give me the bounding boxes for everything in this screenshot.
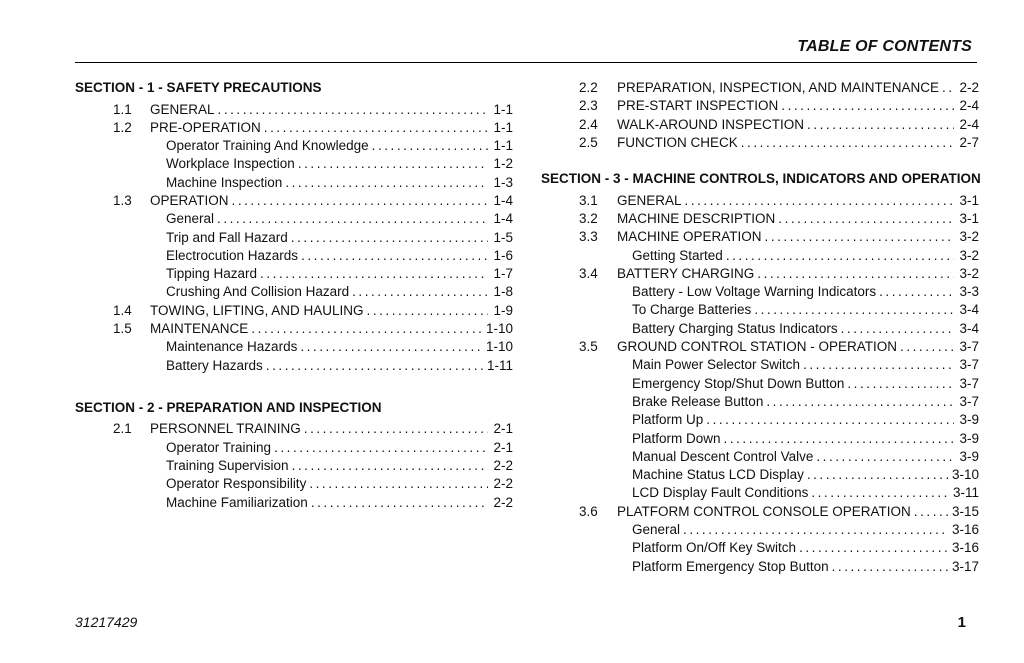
toc-entry-page: 2-7 [959,134,979,150]
toc-entry-line [166,265,513,283]
toc-entry-line [150,119,513,137]
toc-entry[interactable] [75,357,513,375]
dot-leader [816,448,954,466]
toc-entry-title: LCD Display Fault Conditions [632,485,809,501]
section-heading: SECTION - 1 - SAFETY PRECAUTIONS [75,80,322,95]
toc-entry-title: Getting Started [632,247,723,263]
toc-entry[interactable] [541,558,979,576]
toc-entry-page: 2-2 [959,80,979,95]
toc-entry-title: Platform Emergency Stop Button [632,558,829,574]
toc-entry-line [617,134,979,152]
toc-entry[interactable] [75,494,513,512]
toc-entry-title: Tipping Hazard [166,266,258,282]
toc-entry-page: 3-1 [959,210,979,226]
dot-leader [847,375,954,393]
toc-entry-page: 3-2 [959,229,979,245]
dot-leader [217,210,488,228]
toc-entry-number: 1.3 [113,192,132,208]
toc-entry-page: 3-16 [951,540,979,556]
toc-entry-number: 2.3 [579,98,598,114]
toc-entry[interactable] [541,356,979,374]
toc-entry-title: GROUND CONTROL STATION - OPERATION [617,339,898,355]
toc-entry-page: 3-9 [959,448,979,464]
toc-entry-number: 3.6 [579,503,598,519]
dot-leader [942,79,954,97]
toc-entry-line [617,338,979,356]
toc-entry-line [632,558,979,576]
toc-entry[interactable] [75,137,513,155]
toc-entry-page: 3-2 [959,247,979,263]
toc-entry-page: 3-16 [951,522,979,538]
toc-entry-line [150,192,513,210]
toc-entry-page: 3-7 [959,339,979,355]
toc-entry-line [166,155,513,173]
toc-entry-title: Platform On/Off Key Switch [632,540,797,556]
dot-leader [372,137,488,155]
toc-entry-number: 1.1 [113,101,132,117]
toc-entry[interactable] [75,174,513,192]
dot-leader [724,430,954,448]
toc-entry[interactable] [541,97,979,115]
toc-entry[interactable] [541,210,979,228]
toc-entry[interactable] [75,265,513,283]
toc-entry[interactable] [541,265,979,283]
dot-leader [251,320,483,338]
toc-entry-title: MACHINE DESCRIPTION [617,210,776,226]
toc-entry-title: Operator Responsibility [166,476,307,492]
dot-leader [260,265,488,283]
toc-entry-title: PLATFORM CONTROL CONSOLE OPERATION [617,503,911,519]
toc-entry-line [632,484,979,502]
toc-entry-number: 3.5 [579,339,598,355]
toc-entry[interactable] [541,430,979,448]
toc-entry-title: General [632,522,681,538]
toc-entry-number: 2.1 [113,421,132,437]
toc-entry-title: WALK-AROUND INSPECTION [617,116,805,132]
toc-entry-page: 1-7 [493,266,513,282]
toc-entry-page: 1-4 [493,211,513,227]
toc-entry-title: To Charge Batteries [632,302,752,318]
toc-entry-page: 3-7 [959,375,979,391]
section-heading: SECTION - 2 - PREPARATION AND INSPECTION [75,399,382,415]
dot-leader [766,393,954,411]
dot-leader [685,192,954,210]
toc-entry-page: 1-4 [493,192,513,208]
toc-entry-number: 1.5 [113,321,132,337]
toc-entry-number: 2.2 [579,80,598,95]
dot-leader [304,420,488,438]
toc-entry-title: FUNCTION CHECK [617,134,738,150]
toc-entry-line [166,357,513,375]
toc-entry-page: 2-2 [493,494,513,510]
toc-entry-title: Electrocution Hazards [166,247,299,263]
dot-leader [309,475,488,493]
toc-entry-line [632,521,979,539]
toc-entry-page: 3-10 [951,467,979,483]
toc-entry-title: Maintenance Hazards [166,339,298,355]
toc-entry-title: Manual Descent Control Valve [632,448,814,464]
toc-entry-page: 1-3 [493,174,513,190]
toc-entry-page: 3-7 [959,393,979,409]
toc-entry-title: General [166,211,215,227]
toc-entry[interactable] [75,320,513,338]
toc-entry-line [632,320,979,338]
dot-leader [726,247,954,265]
dot-leader [841,320,954,338]
toc-entry-line [166,439,513,457]
toc-entry-page: 1-1 [493,119,513,135]
toc-entry[interactable] [75,247,513,265]
toc-entry-page: 1-1 [493,101,513,117]
dot-leader [274,439,488,457]
toc-entry-title: GENERAL [150,101,215,117]
dot-leader [832,558,949,576]
toc-entry-page: 2-1 [493,421,513,437]
toc-entry-line [632,375,979,393]
toc-entry-line [632,448,979,466]
toc-entry[interactable] [75,229,513,247]
toc-right-column [541,79,979,576]
dot-leader [264,119,488,137]
toc-entry-title: Machine Familiarization [166,494,308,510]
toc-entry-title: PERSONNEL TRAINING [150,421,301,437]
dot-leader [291,229,488,247]
toc-entry-line [632,301,979,319]
toc-entry-line [632,539,979,557]
toc-entry-number: 2.4 [579,116,598,132]
toc-entry-page: 3-2 [959,265,979,281]
toc-entry-page: 1-2 [493,156,513,172]
toc-entry-line [632,283,979,301]
toc-entry[interactable] [541,411,979,429]
toc-entry[interactable] [541,466,979,484]
toc-entry-title: Platform Down [632,430,721,446]
toc-entry-line [617,228,979,246]
toc-entry-page: 2-2 [493,476,513,492]
toc-entry-page: 2-4 [959,98,979,114]
toc-entry-title: BATTERY CHARGING [617,265,755,281]
toc-entry-page: 3-15 [951,503,979,519]
toc-entry-page: 1-8 [493,284,513,300]
toc-entry-number: 3.4 [579,265,598,281]
toc-entry-line [632,247,979,265]
toc-entry[interactable] [541,283,979,301]
dot-leader [765,228,954,246]
dot-leader [218,101,488,119]
page-title: TABLE OF CONTENTS [797,38,972,55]
toc-entry-title: Machine Inspection [166,174,283,190]
dot-leader [754,301,954,319]
dot-leader [807,466,949,484]
toc-entry-number: 3.2 [579,210,598,226]
dot-leader [311,494,488,512]
toc-entry-title: PREPARATION, INSPECTION, AND MAINTENANCE [617,80,940,95]
toc-entry[interactable] [75,283,513,301]
toc-entry-page: 1-10 [485,339,513,355]
toc-entry-page: 1-11 [486,357,513,373]
dot-leader [807,116,954,134]
dot-leader [301,247,488,265]
header-rule [75,62,977,63]
toc-entry-line [150,320,513,338]
toc-entry[interactable] [541,79,979,97]
toc-entry-title: Workplace Inspection [166,156,295,172]
toc-entry-page: 3-9 [959,430,979,446]
toc-entry-line [166,457,513,475]
toc-entry[interactable] [541,301,979,319]
toc-entry[interactable] [75,192,513,210]
toc-entry-line [166,229,513,247]
toc-entry-page: 3-1 [959,192,979,208]
toc-entry-title: Operator Training And Knowledge [166,138,369,154]
toc-entry-page: 3-4 [959,320,979,336]
toc-entry[interactable] [541,320,979,338]
toc-entry-number: 1.4 [113,302,132,318]
toc-entry-title: TOWING, LIFTING, AND HAULING [150,302,364,318]
toc-entry-title: MACHINE OPERATION [617,229,762,245]
toc-entry-line [617,97,979,115]
section-heading: SECTION - 3 - MACHINE CONTROLS, INDICATORS AND OPERATION [541,171,981,187]
toc-entry-line [166,338,513,356]
toc-entry-title: Machine Status LCD Display [632,467,804,483]
dot-leader [706,411,954,429]
toc-entry[interactable] [541,448,979,466]
toc-entry[interactable] [541,393,979,411]
toc-entry-page: 3-17 [951,558,979,574]
toc-entry[interactable] [541,116,979,134]
toc-entry-page: 1-6 [493,247,513,263]
dot-leader [799,539,949,557]
toc-entry-line [150,302,513,320]
toc-entry-number: 2.5 [579,134,598,150]
toc-entry-line [166,137,513,155]
toc-entry-number: 1.2 [113,119,132,135]
toc-entry-line [617,265,979,283]
toc-entry[interactable] [541,228,979,246]
toc-entry-number: 3.3 [579,229,598,245]
toc-entry-line [632,466,979,484]
dot-leader [683,521,949,539]
toc-entry-title: Main Power Selector Switch [632,357,801,373]
toc-entry-title: Battery - Low Voltage Warning Indicators [632,284,877,300]
toc-entry-line [166,494,513,512]
toc-entry[interactable] [541,192,979,210]
toc-entry[interactable] [75,302,513,320]
dot-leader [778,210,954,228]
toc-entry-line [632,411,979,429]
toc-entry-line [632,356,979,374]
toc-entry-page: 1-10 [485,321,513,337]
dot-leader [914,503,949,521]
dot-leader [741,134,954,152]
toc-entry[interactable] [541,247,979,265]
toc-entry-title: PRE-START INSPECTION [617,98,779,114]
toc-entry-title: Training Supervision [166,458,289,474]
toc-entry[interactable] [75,119,513,137]
page-number: 1 [957,614,966,631]
toc-entry[interactable] [541,484,979,502]
toc-entry[interactable] [541,521,979,539]
toc-entry[interactable] [75,439,513,457]
toc-entry-title: PRE-OPERATION [150,119,261,135]
dot-leader [292,457,488,475]
toc-entry-title: Brake Release Button [632,393,764,409]
toc-entry-title: Operator Training [166,439,272,455]
dot-leader [352,283,488,301]
toc-entry-page: 1-9 [493,302,513,318]
dot-leader [266,357,484,375]
toc-entry-line [166,475,513,493]
dot-leader [803,356,954,374]
toc-entry[interactable] [75,338,513,356]
toc-entry[interactable] [541,375,979,393]
toc-entry-title: Trip and Fall Hazard [166,229,288,245]
toc-entry-line [617,503,979,521]
toc-entry-title: GENERAL [617,192,682,208]
dot-leader [367,302,488,320]
toc-entry[interactable] [541,539,979,557]
toc-entry[interactable] [75,457,513,475]
toc-entry-page: 1-1 [493,138,513,154]
toc-entry-title: Battery Charging Status Indicators [632,320,838,336]
toc-entry[interactable] [75,101,513,119]
toc-entry-page: 2-1 [493,439,513,455]
dot-leader [232,192,488,210]
toc-entry-title: Platform Up [632,412,704,428]
dot-leader [300,338,483,356]
toc-entry-line [632,430,979,448]
toc-entry-number: 3.1 [579,192,598,208]
dot-leader [879,283,954,301]
toc-entry[interactable] [75,475,513,493]
toc-entry-page: 3-4 [959,302,979,318]
toc-left-column [75,79,513,512]
toc-entry[interactable] [541,134,979,152]
toc-entry-line [166,247,513,265]
toc-entry-line [617,192,979,210]
dot-leader [298,155,488,173]
document-number: 31217429 [75,614,138,630]
toc-entry-line [166,210,513,228]
toc-entry-page: 2-2 [493,458,513,474]
toc-entry-line [150,101,513,119]
toc-entry-line [617,79,979,97]
toc-entry-line [617,210,979,228]
toc-entry-title: OPERATION [150,192,229,208]
toc-entry-page: 3-11 [952,485,979,501]
toc-entry-page: 1-5 [493,229,513,245]
toc-entry-title: Battery Hazards [166,357,263,373]
dot-leader [757,265,954,283]
toc-entry[interactable] [75,155,513,173]
toc-entry[interactable] [541,503,979,521]
dot-leader [781,97,954,115]
toc-entry-page: 3-9 [959,412,979,428]
toc-entry-line [632,393,979,411]
toc-entry-page: 2-4 [959,116,979,132]
toc-entry-line [150,420,513,438]
toc-entry-line [166,283,513,301]
toc-entry-title: Emergency Stop/Shut Down Button [632,375,845,391]
toc-entry[interactable] [75,420,513,438]
toc-entry-title: MAINTENANCE [150,321,249,337]
dot-leader [285,174,488,192]
toc-entry-title: Crushing And Collision Hazard [166,284,350,300]
toc-entry-page: 3-7 [959,357,979,373]
dot-leader [811,484,950,502]
toc-entry-line [166,174,513,192]
toc-entry-page: 3-3 [959,284,979,300]
dot-leader [900,338,954,356]
toc-entry[interactable] [541,338,979,356]
toc-entry-line [617,116,979,134]
toc-entry[interactable] [75,210,513,228]
